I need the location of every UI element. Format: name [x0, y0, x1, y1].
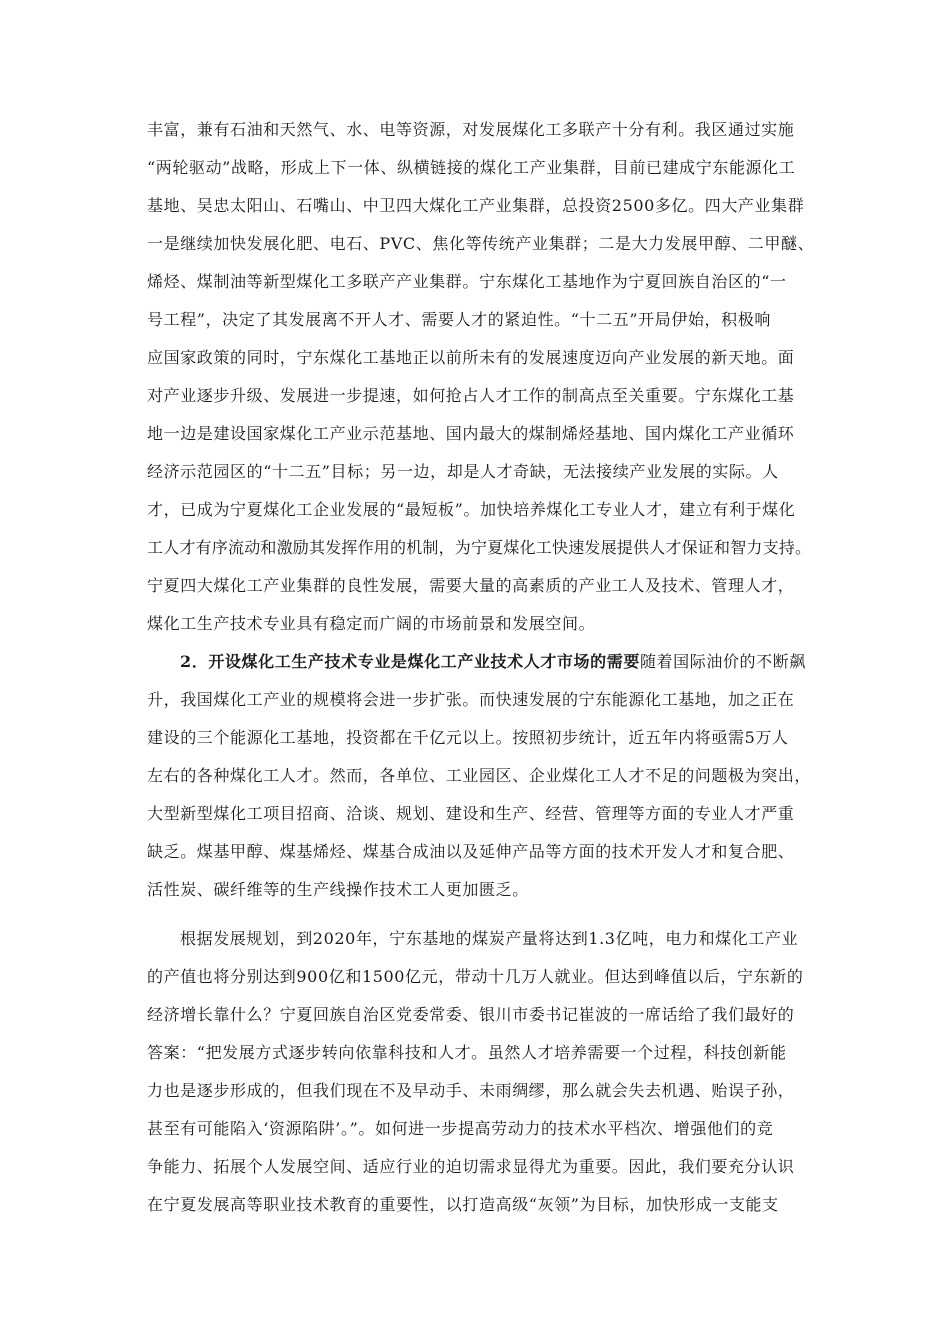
text-line: 根据发展规划，到2020年，宁东基地的煤炭产量将达到1.3亿吨，电力和煤化工产业: [180, 929, 799, 948]
text-line: 缺乏。煤基甲醇、煤基烯烃、煤基合成油以及延伸产品等方面的技术开发人才和复合肥、: [147, 842, 795, 861]
text-line: 答案：“把发展方式逐步转向依靠科技和人才。虽然人才培养需要一个过程，科技创新能: [147, 1043, 787, 1062]
section-heading: 2．开设煤化工生产技术专业是煤化工产业技术人才市场的需要: [180, 652, 640, 671]
text-line: 宁夏四大煤化工产业集群的良性发展，需要大量的高素质的产业工人及技术、管理人才，: [147, 576, 795, 595]
text-line: 经济增长靠什么？宁夏回族自治区党委常委、银川市委书记崔波的一席话给了我们最好的: [147, 1005, 795, 1024]
section-heading-line: [180, 650, 820, 674]
text-line: 烯烃、煤制油等新型煤化工多联产产业集群。宁东煤化工基地作为宁夏回族自治区的“一: [147, 272, 787, 291]
text-line: 对产业逐步升级、发展进一步提速，如何抢占人才工作的制高点至关重要。宁东煤化工基: [147, 386, 795, 405]
text-line: 活性炭、碳纤维等的生产线操作技术工人更加匮乏。: [147, 880, 529, 899]
text-line: 一是继续加快发展化肥、电石、PVC、焦化等传统产业集群；二是大力发展甲醇、二甲醚、: [147, 234, 815, 253]
text-line: 的产值也将分别达到900亿和1500亿元，带动十几万人就业。但达到峰值以后，宁东新的: [147, 967, 804, 986]
text-line: 丰富，兼有石油和天然气、水、电等资源，对发展煤化工多联产十分有利。我区通过实施: [147, 120, 795, 139]
text-line: 地一边是建设国家煤化工产业示范基地、国内最大的煤制烯烃基地、国内煤化工产业循环: [147, 424, 795, 443]
text-line: 大型新型煤化工项目招商、洽谈、规划、建设和生产、经营、管理等方面的专业人才严重: [147, 804, 795, 823]
text-line: 号工程”，决定了其发展离不开人才、需要人才的紧迫性。“十二五”开局伊始，积极响: [147, 310, 771, 329]
text-line: 升，我国煤化工产业的规模将会进一步扩张。而快速发展的宁东能源化工基地，加之正在: [147, 690, 795, 709]
text-line: 建设的三个能源化工基地，投资都在千亿元以上。按照初步统计，近五年内将亟需5万人: [147, 728, 789, 747]
text-line: “两轮驱动”战略，形成上下一体、纵横链接的煤化工产业集群，目前已建成宁东能源化工: [147, 158, 796, 177]
text-line: 煤化工生产技术专业具有稳定而广阔的市场前景和发展空间。: [147, 614, 596, 633]
text-line: 在宁夏发展高等职业技术教育的重要性，以打造高级“灰领”为目标，加快形成一支能支: [147, 1195, 779, 1214]
text-line: 甚至有可能陷入‘资源陷阱’。”。如何进一步提高劳动力的技术水平档次、增强他们的竞: [147, 1119, 774, 1138]
text-line: 应国家政策的同时，宁东煤化工基地正以前所未有的发展速度迈向产业发展的新天地。面: [147, 348, 795, 367]
text-line: 力也是逐步形成的，但我们现在不及早动手、未雨绸缪，那么就会失去机遇、贻误子孙，: [147, 1081, 795, 1100]
text-line: 工人才有序流动和激励其发挥作用的机制，为宁夏煤化工快速发展提供人才保证和智力支持。: [147, 538, 812, 557]
section-lead-text: 随着国际油价的不断飙: [639, 652, 806, 671]
text-line: 基地、吴忠太阳山、石嘴山、中卫四大煤化工产业集群，总投资2500多亿。四大产业集群: [147, 196, 805, 215]
text-line: 争能力、拓展个人发展空间、适应行业的迫切需求显得尤为重要。因此，我们要充分认识: [147, 1157, 795, 1176]
text-line: 经济示范园区的“十二五”目标；另一边，却是人才奇缺，无法接续产业发展的实际。人: [147, 462, 779, 481]
text-line: 左右的各种煤化工人才。然而，各单位、工业园区、企业煤化工人才不足的问题极为突出，: [147, 766, 812, 785]
text-line: 才，已成为宁夏煤化工企业发展的“最短板”。加快培养煤化工专业人才，建立有利于煤化: [147, 500, 796, 519]
